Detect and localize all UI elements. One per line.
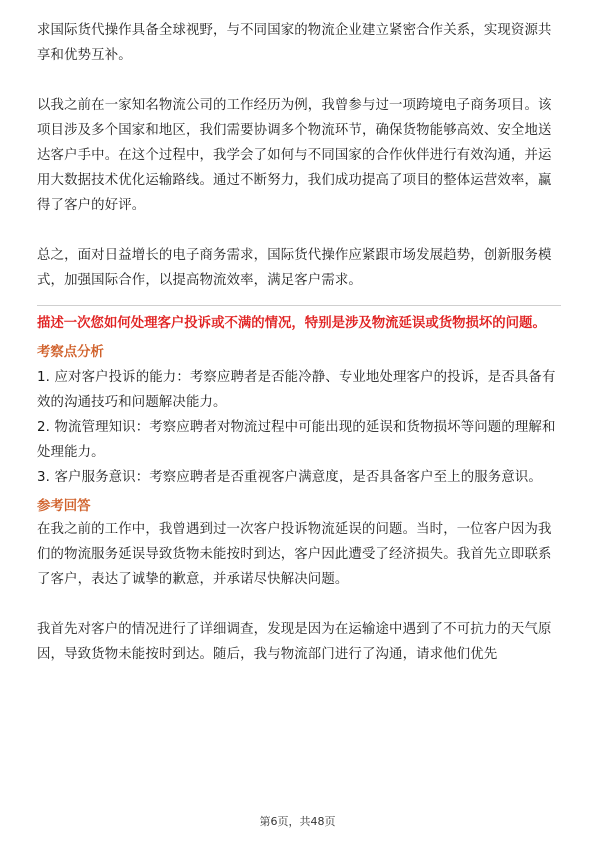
page-content — [37, 18, 561, 667]
interview-question: 描述一次您如何处理客户投诉或不满的情况，特别是涉及物流延误或货物损坏的问题。 — [37, 316, 546, 331]
analysis-item: 3. 客户服务意识：考察应聘者是否重视客户满意度，是否具备客户至上的服务意识。 — [37, 470, 542, 485]
answer-paragraph-2: 我首先对客户的情况进行了详细调查，发现是因为在运输途中遇到了不可抗力的天气原因，导致货物未能按时到达。随后，我与物流部门进行了沟通，请求他们优先 — [37, 622, 552, 662]
intro-paragraph-2: 以我之前在一家知名物流公司的工作经历为例，我曾参与过一项跨境电子商务项目。该项目涉及多个国家和地区，我们需要协调多个物流环节，确保货物能够高效、安全地送达客户手中。在这个过程中，我学会了如何与不同国家的合作伙伴进行有效沟通，并运用大数据技术优化运输路线。通过不断努力，我们成功提高了项目的整体运营效率，赢得了客户的好评。 — [37, 98, 552, 213]
answer-title: 参考回答 — [37, 499, 91, 514]
paragraph-gap — [37, 592, 561, 617]
paragraph-gap — [37, 68, 561, 93]
intro-paragraph-1: 求国际货代操作具备全球视野，与不同国家的物流企业建立紧密合作关系，实现资源共享和优势互补。 — [37, 23, 552, 63]
answer-paragraph-1: 在我之前的工作中，我曾遇到过一次客户投诉物流延误的问题。当时，一位客户因为我们的物流服务延误导致货物未能按时到达，客户因此遭受了经济损失。我首先立即联系了客户，表达了诚挚的歉意，并承诺尽快解决问题。 — [37, 522, 552, 587]
analysis-title: 考察点分析 — [37, 345, 104, 360]
section-divider — [37, 305, 561, 306]
analysis-list — [37, 365, 561, 490]
paragraph-gap — [37, 218, 561, 243]
analysis-item: 2. 物流管理知识：考察应聘者对物流过程中可能出现的延误和货物损坏等问题的理解和处理能力。 — [37, 420, 556, 460]
intro-paragraph-3: 总之，面对日益增长的电子商务需求，国际货代操作应紧跟市场发展趋势，创新服务模式，加强国际合作，以提高物流效率，满足客户需求。 — [37, 248, 552, 288]
page-number: 第6页，共48页 — [259, 815, 336, 828]
analysis-item: 1. 应对客户投诉的能力：考察应聘者是否能冷静、专业地处理客户的投诉，是否具备有效的沟通技巧和问题解决能力。 — [37, 370, 556, 410]
